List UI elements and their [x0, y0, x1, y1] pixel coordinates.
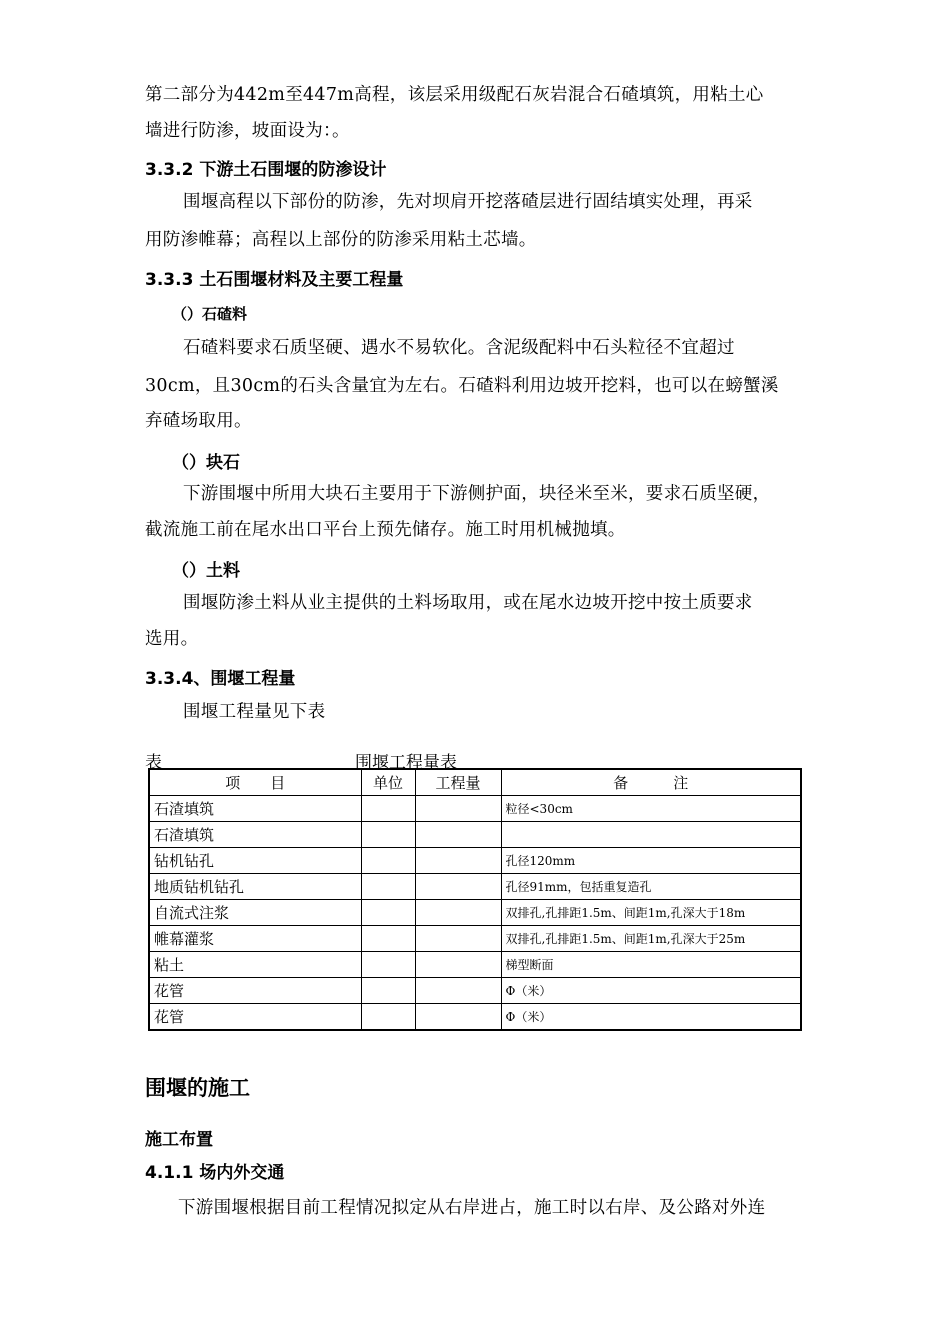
cell-unit [361, 874, 415, 900]
cell-quantity [415, 874, 501, 900]
cell-note: Φ（米） [501, 1004, 801, 1031]
header-note: 备 注 [501, 769, 801, 796]
header-item: 项 目 [149, 769, 361, 796]
paragraph-line: 选用。 [145, 629, 199, 649]
cell-item: 地质钻机钻孔 [149, 874, 361, 900]
subheading-tuliao: （）土料 [172, 561, 240, 581]
quantity-table [148, 768, 802, 1031]
table-row [149, 822, 801, 848]
table-row [149, 900, 801, 926]
paragraph-line: 用防渗帷幕；高程以上部份的防渗采用粘土芯墙。 [145, 230, 537, 250]
cell-quantity [415, 822, 501, 848]
cell-quantity [415, 900, 501, 926]
paragraph-line: 30cm，且30cm的石头含量宜为左右。石碴料利用边坡开挖料，也可以在螃蟹溪 [145, 376, 779, 396]
cell-unit [361, 1004, 415, 1031]
cell-unit [361, 848, 415, 874]
header-unit: 单位 [361, 769, 415, 796]
heading-4-1-1: 4.1.1 场内外交通 [145, 1163, 285, 1183]
cell-note: 双排孔,孔排距1.5m、间距1m,孔深大于25m [501, 926, 801, 952]
table-row [149, 874, 801, 900]
paragraph-line: 截流施工前在尾水出口平台上预先储存。施工时用机械抛填。 [145, 520, 626, 540]
table-row [149, 848, 801, 874]
cell-unit [361, 822, 415, 848]
subsection-title: 施工布置 [145, 1130, 213, 1150]
table-row [149, 796, 801, 822]
cell-item: 石渣填筑 [149, 796, 361, 822]
cell-unit [361, 978, 415, 1004]
cell-unit [361, 796, 415, 822]
cell-note: Φ（米） [501, 978, 801, 1004]
cell-quantity [415, 796, 501, 822]
paragraph-line: 第二部分为442m至447m高程，该层采用级配石灰岩混合石碴填筑，用粘土心 [145, 85, 764, 105]
paragraph-line: 弃碴场取用。 [145, 411, 252, 431]
cell-quantity [415, 952, 501, 978]
cell-unit [361, 952, 415, 978]
cell-item: 石渣填筑 [149, 822, 361, 848]
cell-quantity [415, 848, 501, 874]
cell-quantity [415, 926, 501, 952]
subheading-shizha: （）石碴料 [172, 305, 248, 323]
cell-unit [361, 900, 415, 926]
table-row [149, 1004, 801, 1031]
cell-note: 孔径120mm [501, 848, 801, 874]
table-header-row [149, 769, 801, 796]
cell-item: 自流式注浆 [149, 900, 361, 926]
heading-3-3-2: 3.3.2 下游土石围堰的防渗设计 [145, 160, 387, 180]
paragraph-line: 下游围堰根据目前工程情况拟定从右岸进占，施工时以右岸、及公路对外连 [178, 1198, 766, 1218]
cell-unit [361, 926, 415, 952]
cell-note [501, 822, 801, 848]
cell-item: 帷幕灌浆 [149, 926, 361, 952]
cell-item: 花管 [149, 978, 361, 1004]
table-caption-title: 围堰工程量表 [355, 753, 457, 773]
paragraph-line: 围堰防渗土料从业主提供的土料场取用，或在尾水边坡开挖中按土质要求 [183, 593, 753, 613]
table-row [149, 926, 801, 952]
heading-3-3-4: 3.3.4、围堰工程量 [145, 669, 296, 689]
table-row [149, 978, 801, 1004]
cell-quantity [415, 1004, 501, 1031]
paragraph-line: 下游围堰中所用大块石主要用于下游侧护面，块径米至米，要求石质坚硬， [183, 484, 771, 504]
paragraph-line: 石碴料要求石质坚硬、遇水不易软化。含泥级配料中石头粒径不宜超过 [183, 338, 735, 358]
cell-note: 孔径91mm，包括重复造孔 [501, 874, 801, 900]
paragraph-line: 墙进行防渗，坡面设为：。 [145, 121, 350, 141]
table-row [149, 952, 801, 978]
table-caption-prefix: 表 [145, 753, 162, 773]
cell-quantity [415, 978, 501, 1004]
cell-item: 钻机钻孔 [149, 848, 361, 874]
cell-note: 梯型断面 [501, 952, 801, 978]
cell-item: 花管 [149, 1004, 361, 1031]
heading-3-3-3: 3.3.3 土石围堰材料及主要工程量 [145, 270, 404, 290]
subheading-kuaishi: （）块石 [172, 453, 240, 473]
cell-note: 双排孔,孔排距1.5m、间距1m,孔深大于18m [501, 900, 801, 926]
cell-note: 粒径<30cm [501, 796, 801, 822]
paragraph-line: 围堰工程量见下表 [183, 702, 326, 722]
paragraph-line: 围堰高程以下部份的防渗，先对坝肩开挖落碴层进行固结填实处理，再采 [183, 192, 753, 212]
section-4-title: 围堰的施工 [145, 1076, 250, 1100]
header-quantity: 工程量 [415, 769, 501, 796]
cell-item: 粘土 [149, 952, 361, 978]
